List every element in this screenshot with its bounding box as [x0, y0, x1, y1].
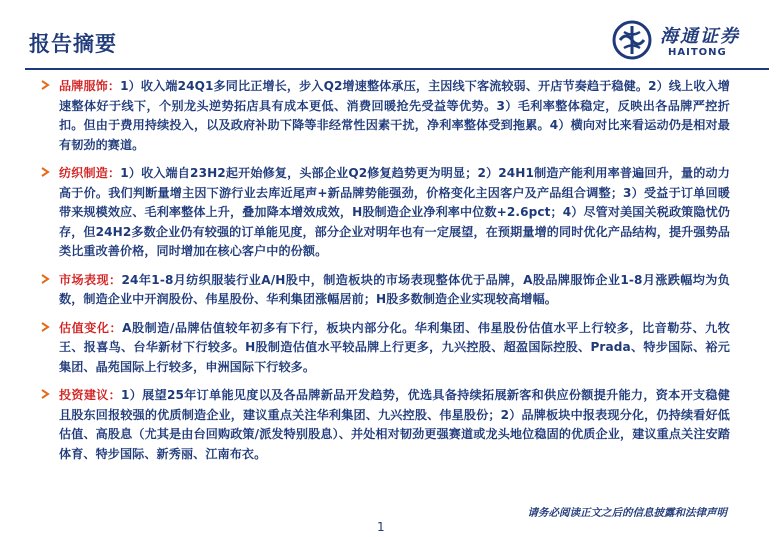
chevron-bullet-icon [40, 274, 50, 284]
section-text: 1）收入端自23H2起开始修复，头部企业Q2修复趋势更为明显；2）24H1制造产能利用率普遍回升，量的动力高于价。我们判断量增主因下游行业去库近尾声+新品牌势能强劲，价格变化主因客户及产品组合调整；3）受益于订单回暖带来规模效应、毛利率整体上升，叠加降本增效成效，H股制造企业净利率中位数+2.6pct；4）尽管对美国关税政策隐忧仍存，但24H2多数企业仍有较强的订单能见度，部分企业对明年也有一定展望，在预期量增的同时优化产品结构，提升强势品类比重改善价格，同时增加在核心客户中的份额。 [59, 166, 730, 258]
section-paragraph [59, 319, 730, 378]
section-paragraph [59, 77, 730, 155]
company-logo [612, 20, 772, 64]
section-label: 纺织制造： [59, 166, 121, 180]
section-paragraph [59, 164, 730, 262]
section-label: 估值变化： [59, 320, 123, 335]
section-investment-advice [40, 386, 730, 464]
section-label: 市场表现： [59, 272, 122, 287]
summary-content [40, 77, 730, 473]
section-paragraph [59, 386, 730, 464]
section-text: 1）展望25年订单能见度以及各品牌新品开发趋势，优选具备持续拓展新客和供应份额提升能力，资本开支稳健且股东回报较强的优质制造企业，建议重点关注华利集团、九兴控股、伟星股份；2）品牌板块中报表现分化，仍持续看好低估值、高股息（尤其是由台回购政策/派发特别股息）、并处相对韧劲更强赛道或龙头地位稳固的优质企业，建议重点关注安踏体育、特步国际、新秀丽、江南布衣。 [59, 388, 730, 461]
legal-disclaimer: 请务必阅读正文之后的信息披露和法律声明 [527, 507, 727, 519]
section-text: 1）收入端24Q1多同比正增长，步入Q2增速整体承压，主因线下客流较弱、开店节奏趋于稳健。2）线上收入增速整体好于线下，个别龙头逆势拓店具有成本更低、消费回暖抢先受益等优势。3）毛利率整体稳定，反映出各品牌严控折扣。但由于费用持续投入，以及政府补助下降等非经常性因素干扰，净利率整体受到拖累。4）横向对比来看运动仍是相对最有韧劲的赛道。 [59, 79, 730, 152]
section-valuation-change [40, 319, 730, 378]
section-textile-manufacturing [40, 164, 730, 262]
logo-english-name: HAITONG [668, 47, 727, 58]
haitong-logo-icon [612, 20, 652, 60]
section-text: 24年1-8月纺织服装行业A/H股中，制造板块的市场表现整体优于品牌，A股品牌服饰企业1-8月涨跌幅均为负数，制造企业中开润股份、伟星股份、华利集团涨幅居前；H股多数制造企业实现较高增幅。 [59, 272, 730, 306]
chevron-bullet-icon [40, 322, 50, 332]
chevron-bullet-icon [40, 80, 50, 90]
page-title: 报告摘要 [29, 32, 117, 56]
chevron-bullet-icon [40, 389, 50, 399]
header-divider [25, 68, 769, 70]
logo-chinese-name: 海通证券 [660, 26, 740, 47]
section-paragraph [59, 271, 730, 310]
section-label: 投资建议： [59, 388, 122, 402]
chevron-bullet-icon [40, 167, 50, 177]
section-market-performance [40, 271, 730, 310]
page-number: 1 [377, 520, 385, 534]
section-brand-apparel [40, 77, 730, 155]
section-text: A股制造/品牌估值较年初多有下行，板块内部分化。华利集团、伟星股份估值水平上行较多，比音勒芬、九牧王、报喜鸟、台华新材下行较多。H股制造估值水平较品牌上行更多，九兴控股、超盈国际控股、Prada、特步国际、裕元集团、晶苑国际上行较多，申洲国际下行较多。 [59, 320, 730, 374]
section-label: 品牌服饰： [59, 79, 121, 93]
